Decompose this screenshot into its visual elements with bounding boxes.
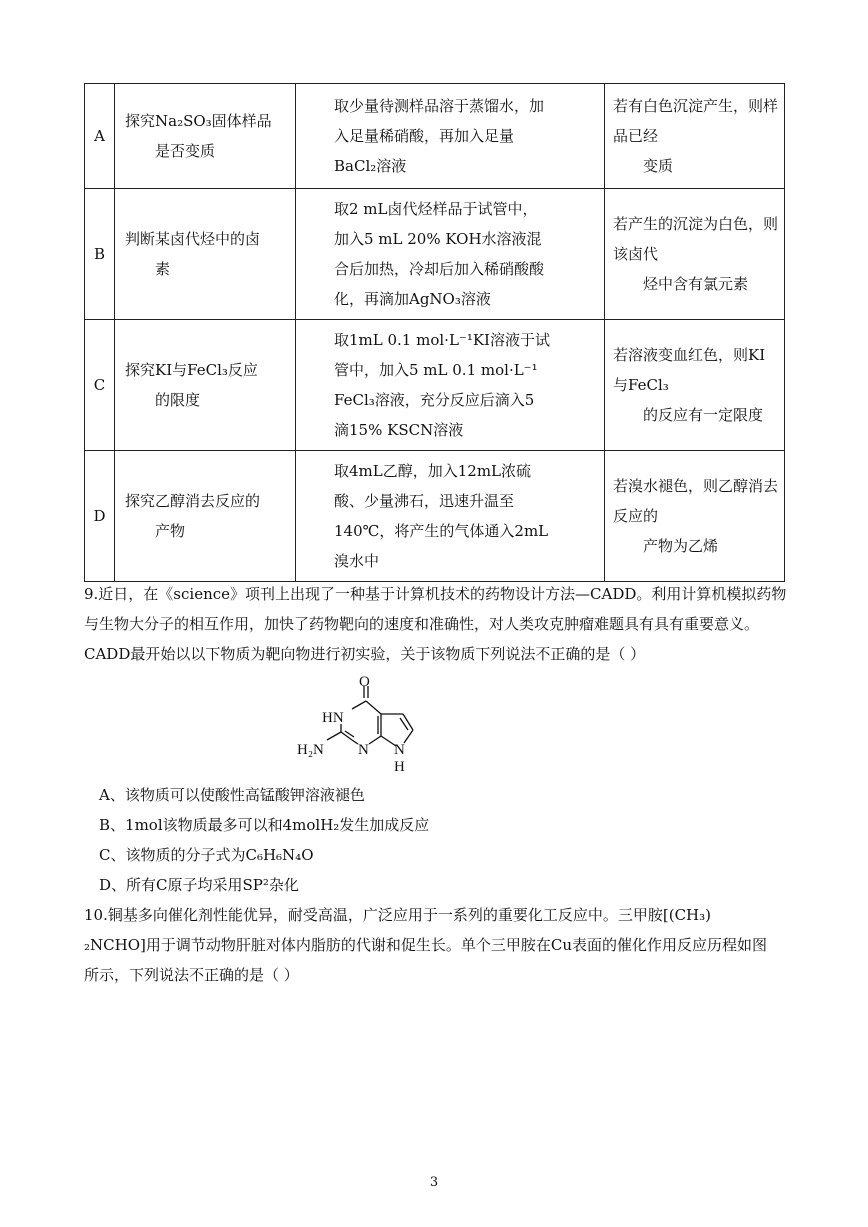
method-line: 管中，加入5 mL 0.1 mol·L⁻¹	[334, 361, 538, 379]
method-line: 滴15% KSCN溶液	[334, 421, 464, 439]
conclusion-cell	[605, 320, 785, 451]
purpose-line: 探究Na₂SO₃固体样品	[125, 112, 272, 130]
method-line: 取4mL乙醇，加入12mL浓硫	[334, 462, 532, 480]
method-line: 140℃，将产生的气体通入2mL	[334, 522, 549, 540]
question-9-text	[84, 579, 789, 669]
table-row	[85, 84, 785, 189]
method-line: FeCl₃溶液，充分反应后滴入5	[334, 391, 535, 409]
method-line: 合后加热，冷却后加入稀硝酸酸	[334, 260, 545, 278]
method-line: 加入5 mL 20% KOH水溶液混	[334, 230, 542, 248]
method-cell	[296, 189, 605, 320]
method-line: 化，再滴加AgNO₃溶液	[334, 290, 491, 308]
table-row	[85, 189, 785, 320]
conclusion-line: 若溶液变血红色，则KI与FeCl₃	[613, 346, 766, 394]
option-b: B、1mol该物质最多可以和4molH₂发生加成反应	[99, 816, 430, 834]
conclusion-cell	[605, 84, 785, 189]
conclusion-line: 若溴水褪色，则乙醇消去反应的	[613, 477, 779, 525]
question-line: 10.铜基多向催化剂性能优异，耐受高温，广泛应用于一系列的重要化工反应中。三甲胺[(CH₃)	[84, 906, 711, 924]
conclusion-line: 若产生的沉淀为白色，则该卤代	[613, 215, 779, 263]
method-cell	[296, 84, 605, 189]
row-label: A	[85, 84, 115, 189]
method-cell	[296, 320, 605, 451]
question-line: ₂NCHO]用于调节动物肝脏对体内脂肪的代谢和促生长。单个三甲胺在Cu表面的催化作用反应历程如图	[84, 936, 767, 954]
purpose-line: 探究乙醇消去反应的	[125, 492, 261, 510]
row-label: B	[85, 189, 115, 320]
question-line: CADD最开始以以下物质为靶向物进行初实验，关于该物质下列说法不正确的是（ ）	[84, 645, 646, 663]
question-line: 与生物大分子的相互作用，加快了药物靶向的速度和准确性，对人类攻克肿瘤难题具有具有重要意义。	[84, 615, 760, 633]
option-d: D、所有C原子均采用SP²杂化	[99, 876, 299, 894]
table-row	[85, 320, 785, 451]
purpose-cell	[115, 84, 296, 189]
option-a: A、该物质可以使酸性高锰酸钾溶液褪色	[99, 786, 365, 804]
conclusion-line: 若有白色沉淀产生，则样品已经	[613, 97, 779, 145]
conclusion-cell	[605, 451, 785, 582]
method-line: 取少量待测样品溶于蒸馏水，加	[334, 97, 545, 115]
option-c: C、该物质的分子式为C₆H₆N₄O	[99, 846, 314, 864]
method-line: 溴水中	[334, 552, 380, 570]
experiment-table	[84, 83, 785, 582]
method-cell	[296, 451, 605, 582]
conclusion-line: 产物为乙烯	[643, 537, 719, 555]
mol-label-nh-n: N	[394, 742, 405, 758]
purpose-line: 判断某卤代烃中的卤	[125, 230, 261, 248]
row-label: C	[85, 320, 115, 451]
mol-label-nh-h: H	[394, 759, 405, 775]
method-line: 取2 mL卤代烃样品于试管中，	[334, 200, 538, 218]
page-number: 3	[429, 1175, 439, 1190]
method-line: 取1mL 0.1 mol·L⁻¹KI溶液于试	[334, 331, 550, 349]
mol-label-o: O	[359, 676, 370, 690]
purpose-line: 的限度	[155, 391, 201, 409]
conclusion-line: 变质	[643, 157, 674, 175]
method-line: BaCl₂溶液	[334, 157, 407, 175]
conclusion-line: 的反应有一定限度	[643, 406, 764, 424]
table-row	[85, 451, 785, 582]
molecule-structure	[292, 676, 432, 776]
question-10-text	[84, 900, 789, 990]
purpose-line: 探究KI与FeCl₃反应	[125, 361, 258, 379]
question-line: 所示，下列说法不正确的是（ ）	[84, 966, 299, 984]
mol-label-h2n: H₂N	[297, 742, 324, 758]
purpose-line: 是否变质	[155, 142, 216, 160]
mol-label-n: N	[358, 742, 369, 758]
purpose-cell	[115, 189, 296, 320]
purpose-cell	[115, 320, 296, 451]
question-line: 9.近日，在《science》项刊上出现了一种基于计算机技术的药物设计方法—CADD。利用计算机模拟药物	[84, 585, 787, 603]
row-label: D	[85, 451, 115, 582]
method-line: 酸、少量沸石，迅速升温至	[334, 492, 515, 510]
method-line: 入足量稀硝酸，再加入足量	[334, 127, 515, 145]
purpose-line: 产物	[155, 522, 186, 540]
conclusion-line: 烃中含有氯元素	[643, 275, 749, 293]
conclusion-cell	[605, 189, 785, 320]
purpose-line: 素	[155, 260, 171, 278]
mol-label-hn: HN	[322, 710, 344, 726]
purpose-cell	[115, 451, 296, 582]
